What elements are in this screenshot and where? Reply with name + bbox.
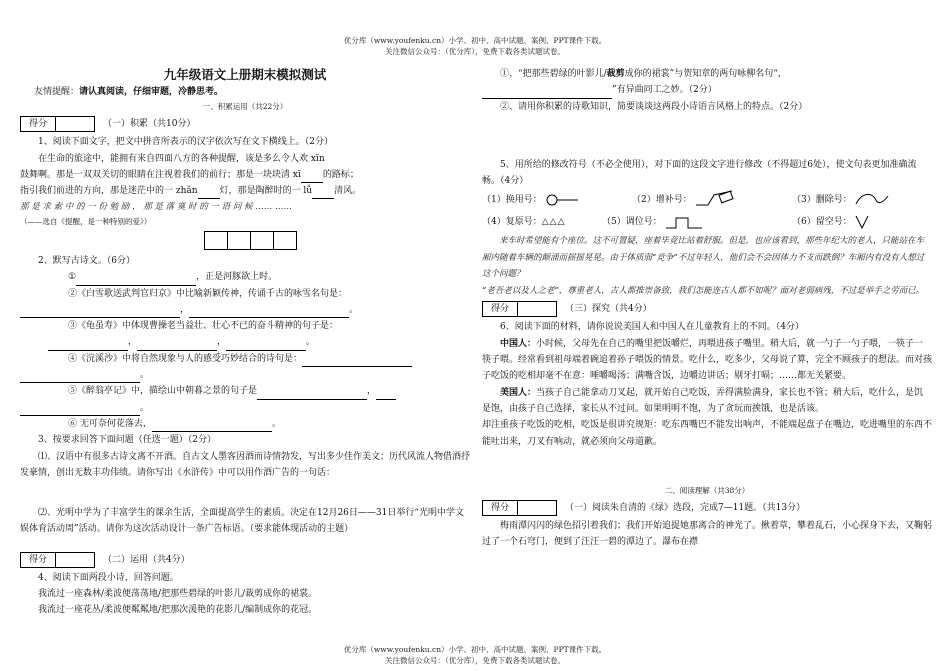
score-label: 得分 <box>21 117 56 131</box>
q2-item-1: ① ，正是河豚欲上时。 <box>20 269 470 285</box>
swap-symbol-icon <box>542 193 582 207</box>
score-label: 得分 <box>483 501 518 515</box>
chinese-label: 中国人： <box>500 338 537 349</box>
section-1-header <box>20 116 470 132</box>
section-1-title: （一）积累（共10分） <box>103 119 196 130</box>
pinyin-blank-3[interactable] <box>198 186 220 199</box>
tip <box>20 84 470 100</box>
reading-passage: 梅雨潭闪闪的绿色招引着我们；我们开始追捉她那离合的神光了。揪着草，攀着乱石，小心探身下去，又鞠躬过了一个石穹门，便到了汪汪一碧的潭边了。瀑布在襟 <box>482 520 933 548</box>
american-paragraph: 美国人：当孩子自己能拿动刀叉起，就开始自己吃饭，弄得满脸满身，家长也不管；稍大后，吃什么，是饥是饱，由孩子自己选择，家长从不过问。如果明明不饱，为了贪玩而挨饿，也是活该。 <box>482 387 924 414</box>
answer-box[interactable] <box>227 231 251 250</box>
q2-blank-2a[interactable] <box>20 305 180 318</box>
symbol-label-2: （2）增补号： <box>632 195 692 206</box>
delete-symbol-icon <box>852 190 892 210</box>
section-2-title: （二）运用（共4分） <box>103 554 190 565</box>
q5-passage-1: 来车时希望能有个座位。这不可置疑，座着毕竟比站着舒服。但是，也应该看到，那些年纪大的老人，只能站在车厢内随着车辆的颠涌而摇摇晃晃。由于体质弱“竞争”不过年轻人，他们会不会因体力不支而跌倒？车厢内有没有人想过这个问题？ <box>482 236 925 280</box>
q2-blank-3c[interactable] <box>226 338 306 351</box>
score-label: 得分 <box>483 302 518 316</box>
section-3-title: （三）探究（共4分） <box>565 304 652 315</box>
american-label: 美国人： <box>500 387 537 398</box>
q3-option-2: ⑵、光明中学为了丰富学生的课余生活，全面提高学生的素质。决定在12月26日——31日举行“光明中学文娱体育活动周”活动。请你为这次活动设计一条广告标语。（要求能体现活动的主题） <box>20 508 464 535</box>
q5-prompt: 5、用所给的修改符号（不必全使用），对下面的这段文字进行修改（不得超过6处），使文句表更加准确流畅。（4分） <box>482 159 917 187</box>
q2-blanks-2: ， 。 <box>20 302 470 318</box>
footer-line-1: 优分库（www.youfenku.cn）小学、初中、高中试题、案例、PPT课件下载。 <box>343 645 607 654</box>
symbol-label-3: （3）删除号： <box>792 195 852 206</box>
score-input[interactable] <box>518 302 556 316</box>
q3-answer-space[interactable] <box>20 481 470 505</box>
score-box <box>482 500 557 516</box>
section-3-header <box>482 301 932 317</box>
header-line-1: 优分库（www.youfenku.cn）小学、初中、高中试题、案例、PPT课件下载。 <box>343 36 607 45</box>
tip-label: 友情提醒： <box>34 87 80 97</box>
q4-2-answer-space[interactable] <box>482 115 932 157</box>
restore-symbol-icon: △△△ <box>541 217 566 228</box>
q4-1: ①、“把那些碧绿的叶影儿/裁剪成你的裙裳”与贺知章的两句咏柳名句“， <box>500 69 787 79</box>
page-header <box>0 35 950 57</box>
header-line-2: 关注微信公众号：（优分库），免费下载各类试题试卷。 <box>385 47 565 56</box>
q1-prompt: 1、阅读下面文字，把文中拼音所表示的汉字依次写在文下横线上。（2分） <box>38 137 333 148</box>
q1-source: （——选自《提醒，是一种特别的爱》） <box>20 216 152 226</box>
q3-option-1: ⑴、汉语中有很多古诗文离不开酒。自古文人墨客因酒而诗情勃发，写出多少佳作美文；历代风流人物借酒抒发豪情，创出无数丰功伟绩。请你写出《水浒传》中可以用作酒广告的一句话： <box>20 451 471 478</box>
part2-heading: 二、阅读理解（共38分） <box>664 485 750 495</box>
section-4-title: （一）阅读朱自清的《绿》选段，完成7—11题。（共13分） <box>565 502 806 513</box>
right-column <box>482 66 932 550</box>
symbol-label-6: （6）留空号： <box>792 217 852 228</box>
q4-2: ②、请用你积累的诗歌知识，简要谈谈这两段小诗语言风格上的特点。（2分） <box>500 101 808 112</box>
score-label: 得分 <box>21 553 56 567</box>
chinese-paragraph: 中国人：小时候，父母先在自己的嘴里把饭嚼烂，再喂进孩子嘴里。稍大后，就一勺子一勺子喂，一筷子一筷子喂。经常看到祖母端着碗追着孙子喂饭的情景。吃什么，吃多少，父母说了算，完全不顾孩子的想法。而对孩子吃饭的吃相却毫不在意：唾嚼喝汤；满嘴含饭，边嚼边讲话；剔牙打嗝；……都无关紧要。 <box>482 338 933 382</box>
space-symbol-icon <box>852 212 872 232</box>
q1-passage-3: 那 是 求 索 中 的 一 份 勉 励 ， 那 是 落 寞 时 的 一 语 问 候 …… …… <box>20 202 292 213</box>
poem-line-1: 我流过一座森林/柔波便荡荡地/把那些碧绿的叶影儿/裁剪成你的裙裳。 <box>38 589 318 600</box>
q2-item-2: ②《白雪歌送武判官归京》中比喻新颖传神，传诵千古的咏雪名句是： <box>68 288 348 299</box>
transpose-symbol-icon <box>662 212 706 232</box>
q4-prompt: 4、阅读下面两段小诗，回答问题。 <box>38 572 179 583</box>
q5-passage-2: “老吾老以及人之老”，尊重老人，古人都推崇备致，我们怎能连古人都不如呢？面对老弱病残，不过是举手之劳而已。 <box>482 285 925 296</box>
q6-prompt: 6、阅读下面的材料，请你说说美国人和中国人在儿童教育上的不同。（4分） <box>500 322 804 333</box>
q4-1-cont: ”有异曲同工之妙。（2分） <box>482 82 932 98</box>
symbol-label-4: （4）复原号： <box>482 217 542 228</box>
pinyin-blank-2[interactable] <box>301 170 323 183</box>
q2-blank-2b[interactable] <box>189 305 349 318</box>
tip-bold: 请认真阅读，仔细审题，冷静思考。 <box>79 87 224 97</box>
american-paragraph-2: 却注重孩子吃饭的吃相，吃饭是很讲究规矩：吃东西嘴巴不能发出响声，不能端起盘子在嘴边，吃进嘴里的东西不能吐出来，刀叉有响动，就必须向父母道歉。 <box>482 420 933 447</box>
insert-symbol-icon <box>692 189 736 211</box>
q2-blank-5a[interactable] <box>257 387 367 400</box>
q2-blank-5c[interactable] <box>20 403 140 416</box>
q2-blank-3a[interactable] <box>48 338 128 351</box>
q2-item-6: ⑥ 无可奈何花落去， 。 <box>20 416 470 432</box>
answer-box[interactable] <box>273 231 297 250</box>
pinyin-blank-4[interactable] <box>312 186 334 199</box>
q2-blank-4b[interactable] <box>20 370 140 383</box>
symbols-row-2 <box>482 211 932 233</box>
part1-heading: 一、积累运用（共22分） <box>202 102 288 112</box>
left-column <box>20 66 470 619</box>
q2-blank-6[interactable] <box>152 419 272 432</box>
q2-blanks-4: 。 <box>20 367 470 383</box>
q3-answer-space-2[interactable] <box>20 538 470 546</box>
symbol-label-5: （5）调位号： <box>602 217 662 228</box>
q2-blank-3b[interactable] <box>137 338 217 351</box>
q2-blanks-5: 。 <box>20 400 470 416</box>
footer-line-2: 关注微信公众号：（优分库），免费下载各类试题试卷。 <box>385 656 565 665</box>
q2-blank-4a[interactable] <box>302 354 412 367</box>
q6-answer-space[interactable] <box>482 450 932 484</box>
q2-item-5: ⑤《醉翁亭记》中，描绘山中朝暮之景的句子是 ， <box>20 383 470 399</box>
score-box <box>20 552 95 568</box>
q2-item-3: ③《龟虽寿》中体现曹操老当益壮、壮心不已的奋斗精神的句子是： <box>68 321 339 332</box>
score-box <box>482 301 557 317</box>
q2-item-4: ④《浣溪沙》中将自然现象与人的感受巧妙结合的诗句是： <box>20 351 470 367</box>
page-footer <box>0 644 950 666</box>
q1-passage-1b: 鼓舞啊。那是一双双关切的眼睛在注视着我们的前行；那是一块块清 xī 的路标； <box>20 167 470 183</box>
q2-prompt: 2、默写古诗文。（6分） <box>38 255 135 266</box>
exam-title: 九年级语文上册期末模拟测试 <box>163 67 327 82</box>
answer-boxes[interactable] <box>205 231 470 250</box>
section-2-header <box>20 552 470 568</box>
score-input[interactable] <box>56 553 94 567</box>
q2-blank-1[interactable] <box>76 273 196 286</box>
symbols-row-1 <box>482 189 932 211</box>
q4-blank[interactable] <box>482 86 612 99</box>
score-input[interactable] <box>56 117 94 131</box>
section-4-header <box>482 500 932 516</box>
q2-blanks-3: ， ， 。 <box>20 334 470 350</box>
q1-passage-1a: 在生命的旅途中，能拥有来自四面八方的各种提醒，该是多么令人欢 xīn <box>38 153 325 164</box>
answer-box[interactable] <box>204 231 228 250</box>
symbol-label-1: （1）换用号： <box>482 195 542 206</box>
score-box <box>20 116 95 132</box>
q2-blank-5b[interactable] <box>376 387 396 400</box>
q1-passage-2: 指引我们前进的方向，那是迷茫中的一 zhǎn 灯，那是陶醉时的一 lǚ 清风。 <box>20 183 470 199</box>
answer-box[interactable] <box>250 231 274 250</box>
poem-line-2: 我流过一座花丛/柔波便粼粼地/把那次湲艳的花影儿/编制成你的花冠。 <box>38 605 318 616</box>
q3-prompt: 3、按要求回答下面问题（任选一题）（2分） <box>38 435 216 446</box>
score-input[interactable] <box>518 501 556 515</box>
